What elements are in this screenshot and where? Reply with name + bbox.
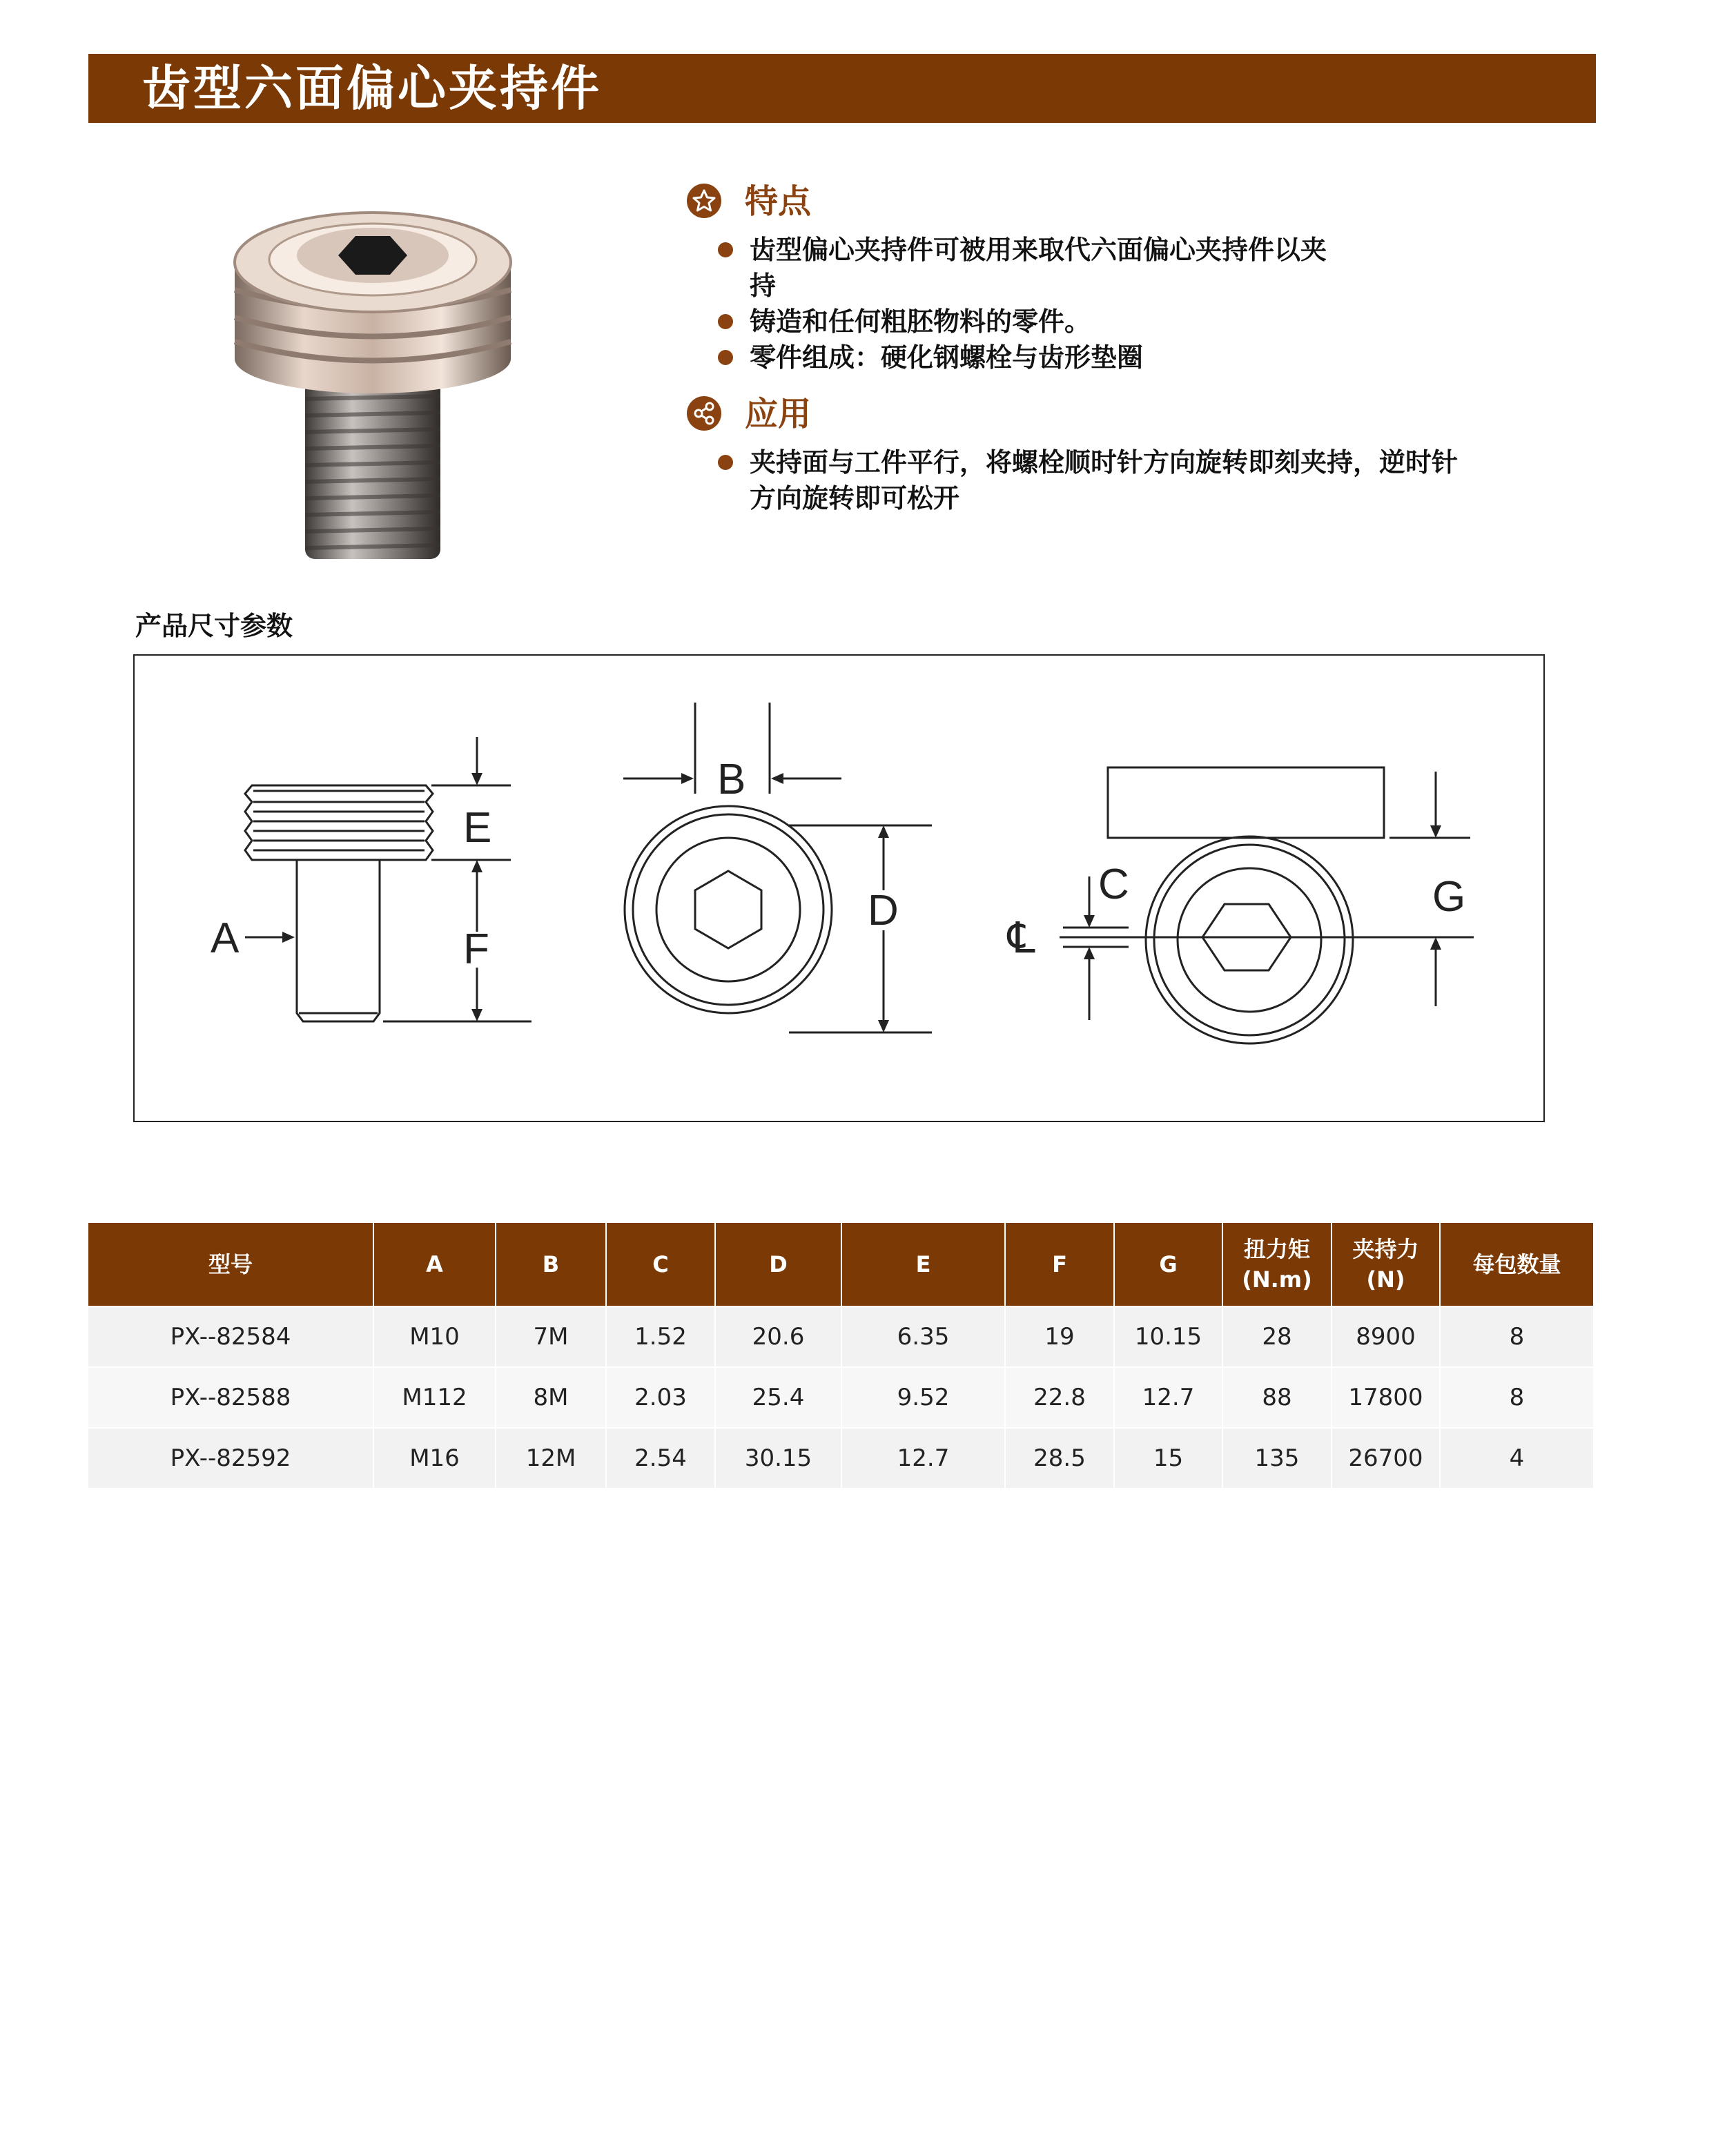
table-row [88,1428,1593,1488]
table-cell: M16 [373,1428,496,1488]
label-g: G [1432,873,1466,921]
dimension-diagram [133,654,1545,1122]
table-cell: 88 [1222,1367,1332,1428]
bullet-dot [718,242,733,257]
table-cell: M112 [373,1367,496,1428]
table-cell: 10.15 [1114,1306,1222,1367]
list-item: 齿型偏心夹持件可被用来取代六面偏心夹持件以夹持 [718,232,1336,304]
list-item: 铸造和任何粗胚物料的零件。 [718,304,1339,340]
features-list [718,232,1339,375]
label-a: A [211,914,240,962]
dimensions-heading: 产品尺寸参数 [135,611,293,641]
table-cell: 28.5 [1005,1428,1114,1488]
table-row [88,1367,1593,1428]
column-header: 每包数量 [1440,1223,1593,1306]
table-cell: 12M [496,1428,606,1488]
table-cell: 6.35 [841,1306,1005,1367]
column-header: F [1005,1223,1114,1306]
table-cell: M10 [373,1306,496,1367]
title-bar [88,54,1596,123]
features-header [687,181,963,222]
features-title: 特点 [745,182,812,221]
table-cell: 12.7 [1114,1367,1222,1428]
table-cell: 2.54 [606,1428,715,1488]
table-cell: 1.52 [606,1306,715,1367]
table-cell: 15 [1114,1428,1222,1488]
page-title: 齿型六面偏心夹持件 [142,60,602,117]
column-header: C [606,1223,715,1306]
table-cell: 20.6 [715,1306,841,1367]
application-title: 应用 [745,395,812,433]
table-cell: 8M [496,1367,606,1428]
bullet-dot [718,314,733,329]
spec-table [88,1223,1593,1488]
table-body [88,1306,1593,1488]
table-cell: 17800 [1332,1367,1440,1428]
table-cell: 8 [1440,1367,1593,1428]
table-cell: PX--82588 [88,1367,373,1428]
label-c: C [1098,861,1129,908]
column-header: A [373,1223,496,1306]
column-header: 夹持力 (N) [1332,1223,1440,1306]
label-b: B [717,756,746,803]
application-list [718,444,1463,516]
label-d: D [868,887,899,934]
list-item: 夹持面与工件平行，将螺栓顺时针方向旋转即刻夹持，逆时针方向旋转即可松开 [718,444,1467,516]
column-header: E [841,1223,1005,1306]
column-header: 型号 [88,1223,373,1306]
table-cell: 4 [1440,1428,1593,1488]
label-e: E [463,804,492,852]
table-cell: 8900 [1332,1306,1440,1367]
table-cell: 2.03 [606,1367,715,1428]
table-row [88,1306,1593,1367]
column-header: D [715,1223,841,1306]
table-cell: 22.8 [1005,1367,1114,1428]
label-cl: ℄ [1008,914,1035,962]
product-image [228,186,525,573]
bullet-dot [718,455,733,470]
table-cell: 9.52 [841,1367,1005,1428]
table-cell: PX--82584 [88,1306,373,1367]
table-cell: 12.7 [841,1428,1005,1488]
bullet-dot [718,350,733,365]
star-icon [687,184,721,218]
table-header-row [88,1223,1593,1306]
table-cell: 25.4 [715,1367,841,1428]
table-cell: PX--82592 [88,1428,373,1488]
column-header: 扭力矩 (N.m) [1222,1223,1332,1306]
table-cell: 7M [496,1306,606,1367]
table-cell: 8 [1440,1306,1593,1367]
table-cell: 28 [1222,1306,1332,1367]
column-header: G [1114,1223,1222,1306]
label-f: F [463,925,489,973]
table-cell: 26700 [1332,1428,1440,1488]
application-header [687,393,963,435]
table-cell: 135 [1222,1428,1332,1488]
share-icon [687,396,721,431]
column-header: B [496,1223,606,1306]
table-cell: 30.15 [715,1428,841,1488]
list-item: 零件组成：硬化钢螺栓与齿形垫圈 [718,340,1339,375]
table-cell: 19 [1005,1306,1114,1367]
